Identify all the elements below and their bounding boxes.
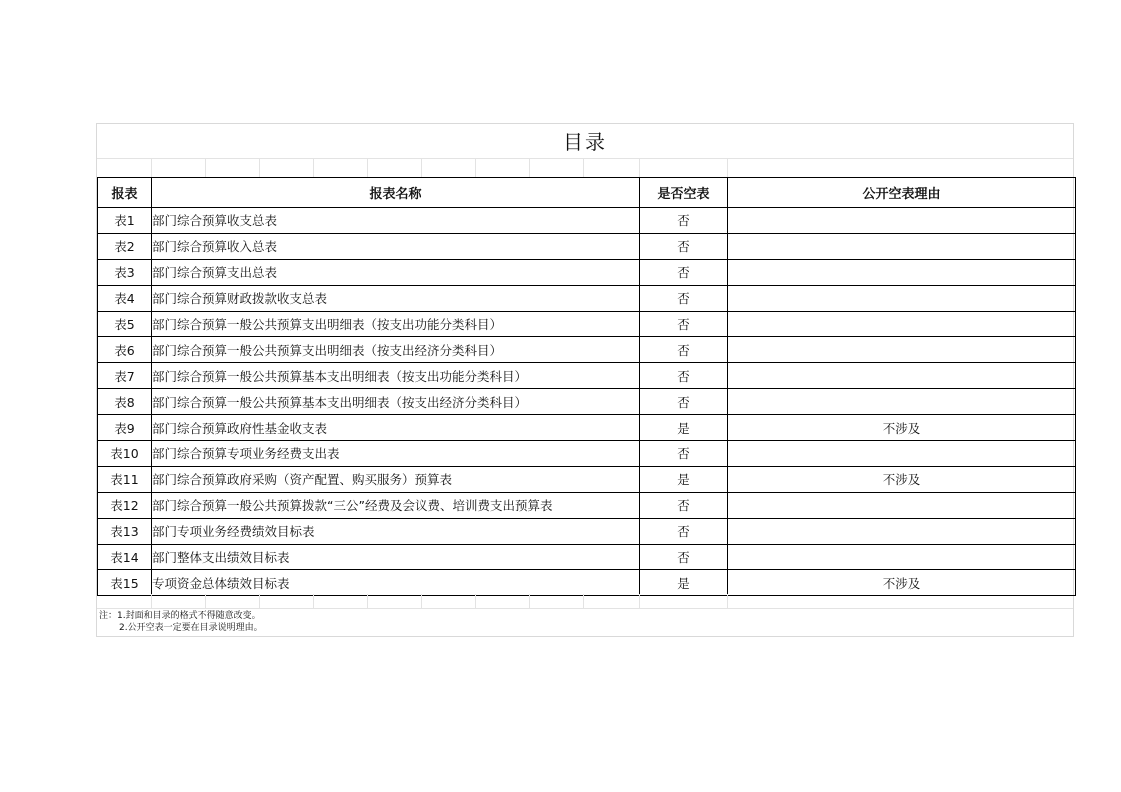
cell-id: 表6 [98,337,152,363]
cell-name: 部门综合预算一般公共预算基本支出明细表（按支出功能分类科目） [152,363,640,389]
table-row [98,259,1076,285]
table-row [98,415,1076,441]
cell-id: 表9 [98,415,152,441]
table-row [98,466,1076,492]
cell-is-empty: 是 [640,570,728,596]
spreadsheet-gridlines-top [97,159,1073,177]
table-header-row [98,178,1076,208]
header-is-empty: 是否空表 [640,178,728,208]
table-row [98,492,1076,518]
footnote-1: 注：1.封面和目录的格式不得随意改变。 [99,611,261,621]
spreadsheet-gridlines-bottom [97,594,1073,609]
cell-is-empty: 否 [640,311,728,337]
footnotes [99,610,263,634]
cell-name: 部门整体支出绩效目标表 [152,544,640,570]
cell-is-empty: 否 [640,285,728,311]
page-title: 目录 [97,124,1073,159]
cell-is-empty: 否 [640,389,728,415]
cell-id: 表15 [98,570,152,596]
cell-id: 表13 [98,518,152,544]
cell-is-empty: 否 [640,259,728,285]
cell-name: 专项资金总体绩效目标表 [152,570,640,596]
cell-reason [728,389,1076,415]
cell-is-empty: 是 [640,415,728,441]
cell-id: 表1 [98,208,152,234]
cell-name: 部门综合预算支出总表 [152,259,640,285]
cell-id: 表14 [98,544,152,570]
cell-reason [728,233,1076,259]
cell-reason [728,492,1076,518]
cell-name: 部门综合预算收支总表 [152,208,640,234]
table-row [98,337,1076,363]
cell-reason [728,544,1076,570]
cell-id: 表7 [98,363,152,389]
header-name: 报表名称 [152,178,640,208]
table-row [98,233,1076,259]
cell-id: 表4 [98,285,152,311]
cell-id: 表10 [98,441,152,467]
cell-is-empty: 否 [640,337,728,363]
table-row [98,285,1076,311]
cell-reason: 不涉及 [728,570,1076,596]
cell-is-empty: 否 [640,544,728,570]
cell-name: 部门专项业务经费绩效目标表 [152,518,640,544]
cell-is-empty: 否 [640,233,728,259]
cell-id: 表8 [98,389,152,415]
header-id: 报表 [98,178,152,208]
cell-id: 表12 [98,492,152,518]
cell-reason: 不涉及 [728,466,1076,492]
cell-is-empty: 否 [640,208,728,234]
cell-reason [728,285,1076,311]
cell-id: 表11 [98,466,152,492]
header-reason: 公开空表理由 [728,178,1076,208]
table-row [98,570,1076,596]
cell-name: 部门综合预算一般公共预算基本支出明细表（按支出经济分类科目） [152,389,640,415]
table-row [98,389,1076,415]
table-row [98,311,1076,337]
cell-reason [728,363,1076,389]
cell-reason [728,311,1076,337]
cell-reason [728,259,1076,285]
footnote-2: 2.公开空表一定要在目录说明理由。 [119,623,263,633]
cell-name: 部门综合预算财政拨款收支总表 [152,285,640,311]
table-row [98,544,1076,570]
cell-is-empty: 是 [640,466,728,492]
cell-name: 部门综合预算专项业务经费支出表 [152,441,640,467]
cell-id: 表2 [98,233,152,259]
cell-reason [728,337,1076,363]
table-row [98,518,1076,544]
table-row [98,363,1076,389]
cell-reason [728,208,1076,234]
cell-is-empty: 否 [640,441,728,467]
cell-name: 部门综合预算收入总表 [152,233,640,259]
cell-id: 表5 [98,311,152,337]
cell-reason [728,518,1076,544]
cell-name: 部门综合预算一般公共预算支出明细表（按支出经济分类科目） [152,337,640,363]
cell-name: 部门综合预算一般公共预算支出明细表（按支出功能分类科目） [152,311,640,337]
catalog-table [97,177,1076,596]
cell-is-empty: 否 [640,363,728,389]
cell-reason: 不涉及 [728,415,1076,441]
cell-name: 部门综合预算一般公共预算拨款“三公”经费及会议费、培训费支出预算表 [152,492,640,518]
catalog-sheet [96,123,1074,637]
cell-reason [728,441,1076,467]
table-row [98,208,1076,234]
cell-is-empty: 否 [640,518,728,544]
cell-name: 部门综合预算政府性基金收支表 [152,415,640,441]
table-row [98,441,1076,467]
cell-name: 部门综合预算政府采购（资产配置、购买服务）预算表 [152,466,640,492]
cell-is-empty: 否 [640,492,728,518]
cell-id: 表3 [98,259,152,285]
